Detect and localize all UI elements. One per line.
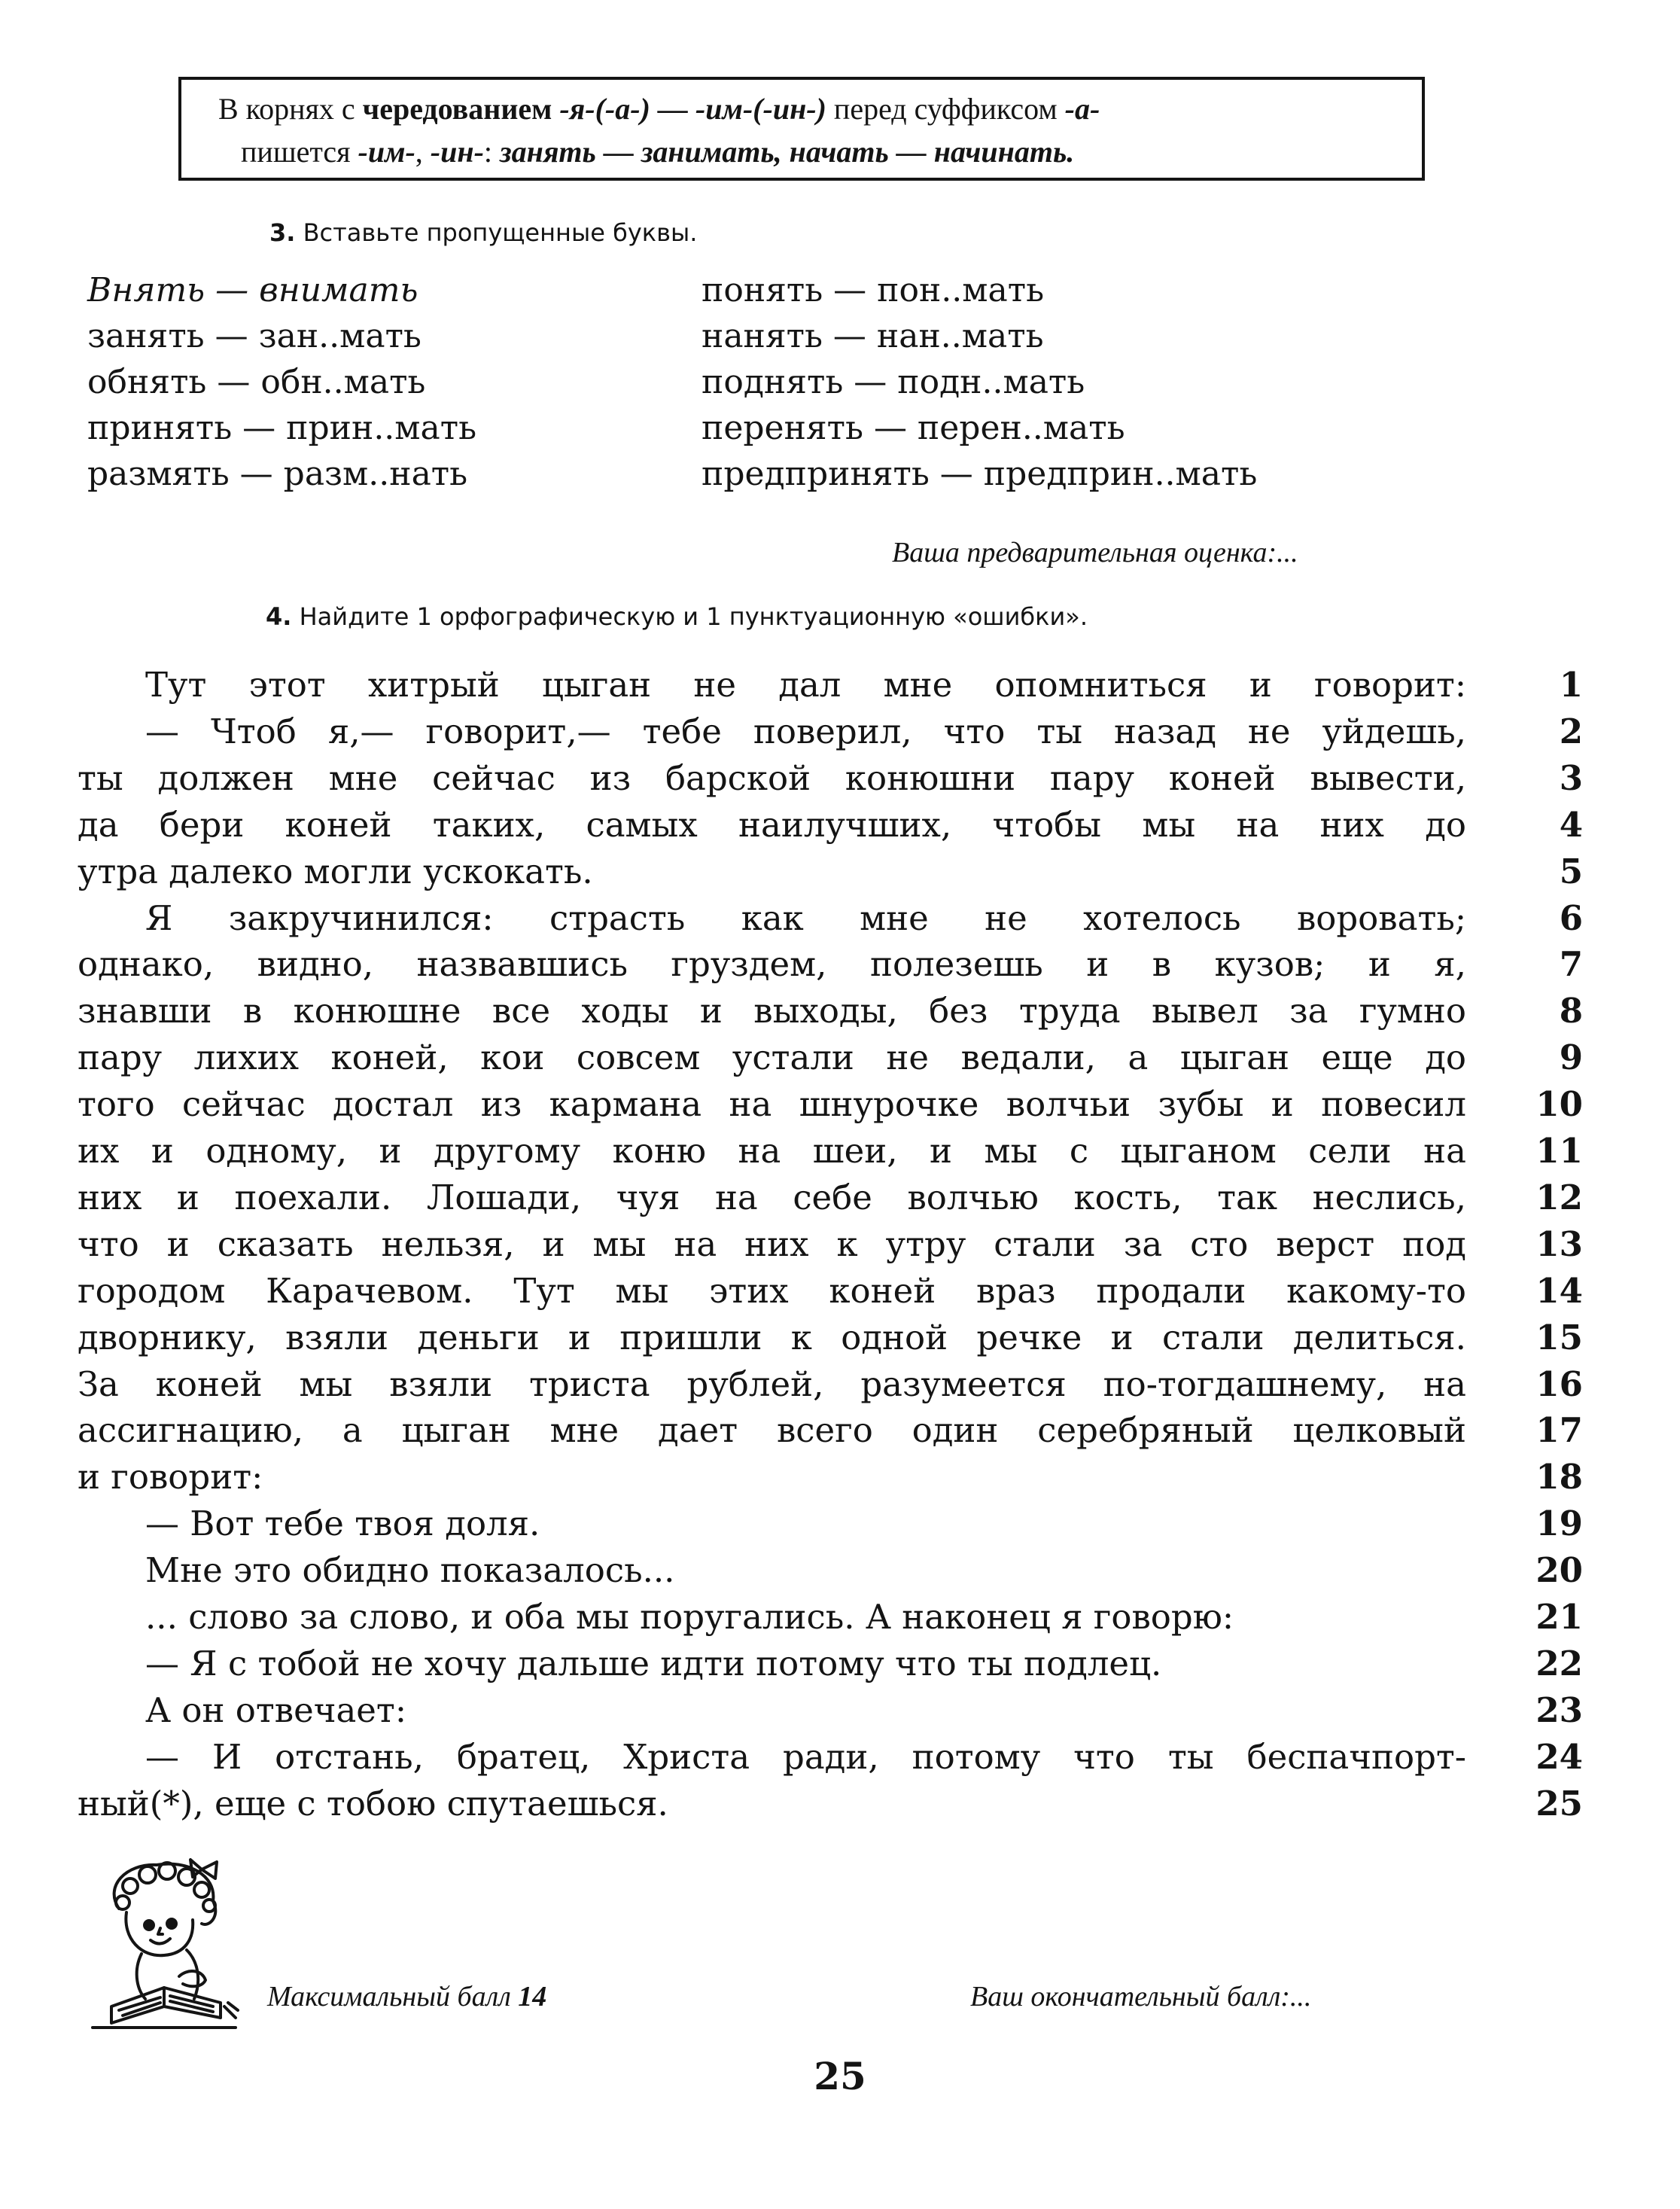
rule-fragment: -им- [358,135,415,169]
rule-fragment: занять — занимать, начать — начинать. [500,135,1075,169]
text-line: того сейчас достал из кармана на шнурочке волчьи зубы и повесил [78,1084,1466,1125]
task3-heading [269,220,697,245]
text-line: За коней мы взяли триста рублей, разумеется по-тогдашнему, на [78,1363,1466,1404]
final-score: Ваш окончательный балл:... [970,1981,1312,2012]
text-line: городом Карачевом. Тут мы этих коней враз продали какому-то [78,1270,1466,1311]
word-left-1: Внять — внимать [87,271,418,309]
rule-fragment: чередованием [362,92,560,126]
text-line: ... слово за слово, и оба мы поругались. А наконец я говорю: [145,1597,1234,1637]
text-line: да бери коней таких, самых наилучших, чтобы мы на них до [78,804,1466,845]
text-line: и говорит: [78,1457,263,1498]
text-line: знавши в конюшне все ходы и выходы, без труда вывел за гумно [78,991,1466,1031]
line-number: 5 [1559,851,1583,891]
text-line: утра далеко могли ускокать. [78,851,593,891]
line-number: 21 [1535,1597,1583,1637]
line-number: 3 [1559,757,1583,798]
page-number: 25 [814,2054,866,2098]
line-number: 20 [1535,1550,1583,1591]
reading-child-illustration [89,1856,239,2029]
line-number: 14 [1535,1270,1583,1311]
text-line: — Чтоб я,— говорит,— тебе поверил, что ты назад не уйдешь, [145,711,1466,751]
text-line: — Я с тобой не хочу дальше идти потому что ты подлец. [145,1643,1162,1683]
word-left-3: обнять — обн..мать [87,363,426,401]
word-right-3: поднять — подн..мать [702,363,1085,401]
word-right-4: перенять — перен..мать [702,409,1125,447]
word-left-5: размять — разм..нать [87,455,468,493]
line-number: 10 [1535,1084,1583,1125]
max-score-label: Максимальный балл [267,1981,511,2012]
line-number: 19 [1535,1504,1583,1544]
line-number: 16 [1535,1363,1583,1404]
line-number: 12 [1535,1177,1583,1217]
text-line: — Вот тебе твоя доля. [145,1504,540,1544]
line-number: 1 [1559,665,1583,705]
text-line: ты должен мне сейчас из барской конюшни пару коней вывести, [78,757,1466,798]
line-number: 17 [1535,1410,1583,1451]
text-line: дворнику, взяли деньги и пришли к одной речке и стали делиться. [78,1317,1466,1357]
line-number: 13 [1535,1223,1583,1264]
word-left-4: принять — прин..мать [87,409,477,447]
line-number: 7 [1559,944,1583,985]
word-right-2: нанять — нан..мать [702,317,1044,355]
rule-fragment: , [415,135,431,169]
text-line: ный(*), еще с тобою спутаешься. [78,1783,668,1824]
task4-text: Найдите 1 орфографическую и 1 пунктуационную «ошибки». [299,602,1088,631]
rule-line-1 [218,94,1100,124]
preliminary-score: Ваша предварительная оценка:... [892,537,1298,568]
text-line: их и одному, и другому коню на шеи, и мы с цыганом сели на [78,1131,1466,1171]
line-number: 15 [1535,1317,1583,1357]
line-number: 18 [1535,1457,1583,1498]
word-right-1: понять — пон..мать [702,271,1045,309]
rule-fragment: -ин- [430,135,484,169]
text-line: А он отвечает: [145,1690,406,1730]
text-line: них и поехали. Лошади, чуя на себе волчью кость, так неслись, [78,1177,1466,1217]
text-line: ассигнацию, а цыган мне дает всего один серебряный целковый [78,1410,1466,1451]
line-number: 23 [1535,1690,1583,1730]
text-line: пару лихих коней, кои совсем устали не ведали, а цыган еще до [78,1037,1466,1078]
task4-number: 4. [266,602,292,631]
line-number: 11 [1535,1131,1583,1171]
text-line: однако, видно, назвавшись груздем, полезешь и в кузов; и я, [78,944,1466,985]
rule-fragment: -я-(-а-) — -им-(-ин-) [559,92,826,126]
rule-fragment: В корнях с [218,92,363,126]
text-line: — И отстань, братец, Христа ради, потому что ты беспачпорт- [145,1736,1466,1777]
rule-fragment: : [483,135,501,169]
line-number: 8 [1559,991,1583,1031]
text-line: Тут этот хитрый цыган не дал мне опомниться и говорит: [145,665,1466,705]
rule-line-2 [241,137,1074,167]
line-number: 25 [1535,1783,1583,1824]
text-line: Мне это обидно показалось... [145,1550,675,1591]
task3-number: 3. [269,218,296,247]
word-right-5: предпринять — предприн..мать [702,455,1258,493]
rule-fragment: -а- [1064,92,1100,126]
line-number: 22 [1535,1643,1583,1683]
text-line: Я закручинился: страсть как мне не хотелось воровать; [145,897,1466,938]
word-left-2: занять — зан..мать [87,317,422,355]
task3-text: Вставьте пропущенные буквы. [303,218,698,247]
rule-fragment: пишется [241,135,358,169]
line-number: 24 [1535,1736,1583,1777]
task4-heading [266,604,1088,629]
line-number: 2 [1559,711,1583,751]
rule-fragment: перед суффиксом [826,92,1065,126]
line-number: 4 [1559,804,1583,845]
text-line: что и сказать нельзя, и мы на них к утру стали за сто верст под [78,1223,1466,1264]
line-number: 9 [1559,1037,1583,1078]
line-number: 6 [1559,897,1583,938]
max-score [267,1980,546,2013]
max-score-value: 14 [518,1981,547,2012]
